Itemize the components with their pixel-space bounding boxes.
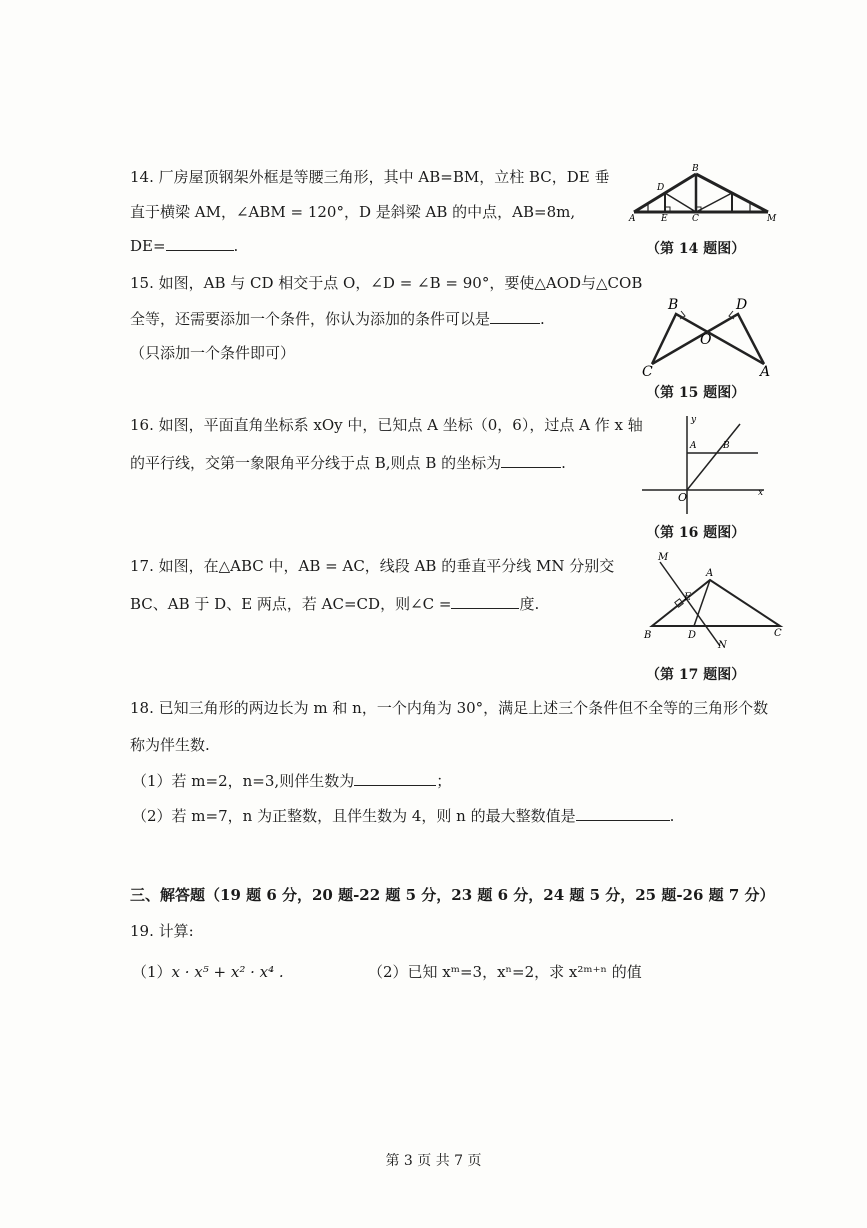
q16-figure — [640, 410, 770, 518]
q17-label-b: B — [644, 630, 652, 641]
q14-line3 — [130, 236, 238, 255]
q18-line1: 18. 已知三角形的两边长为 m 和 n，一个内角为 30°，满足上述三个条件但不全等的三角形个数 — [130, 699, 769, 717]
q16-line2-suffix: . — [561, 454, 566, 472]
q14-label-a: A — [629, 214, 636, 222]
q18-part2-blank[interactable] — [576, 806, 670, 821]
q14-line2: 直于横梁 AM，∠ABM = 120°，D 是斜梁 AB 的中点，AB=8m, — [130, 203, 576, 221]
q15-line1: 15. 如图，AB 与 CD 相交于点 O，∠D = ∠B = 90°，要使△AOD与△COB — [130, 274, 643, 292]
q16-label-b: B — [723, 441, 730, 451]
q17-line2 — [130, 594, 539, 613]
q14-label-b: B — [692, 164, 699, 174]
q14-line3-prefix: DE= — [130, 237, 166, 255]
q14-label-d: D — [657, 183, 665, 193]
q15-label-o: O — [700, 332, 712, 348]
q16-label-a: A — [690, 441, 697, 451]
q16-answer-blank[interactable] — [501, 453, 561, 468]
q15-line3: （只添加一个条件即可） — [130, 344, 296, 362]
q16-caption: （第 16 题图） — [646, 525, 746, 541]
q15-figure — [638, 292, 778, 380]
q17-label-a: A — [706, 568, 714, 579]
q14-label-m: M — [767, 214, 777, 222]
q17-caption: （第 17 题图） — [646, 667, 746, 683]
q14-figure — [628, 160, 778, 222]
q17-line2-text: BC、AB 于 D、E 两点，若 AC=CD，则∠C = — [130, 595, 452, 613]
q18-line2: 称为伴生数. — [130, 736, 210, 754]
q19-part1 — [132, 963, 284, 981]
q16-line2 — [130, 453, 566, 472]
q15-line2 — [130, 309, 545, 328]
q14-label-e: E — [661, 214, 668, 222]
page-footer: 第 3 页 共 7 页 — [385, 1153, 482, 1169]
section-title: 三、解答题（19 题 6 分，20 题-22 题 5 分，23 题 6 分，24 题 5 分，25 题-26 题 7 分） — [130, 886, 775, 904]
q15-label-b: B — [668, 297, 679, 313]
q17-label-e: E — [684, 592, 692, 603]
q17-label-n: N — [718, 640, 727, 651]
q19-part1-expr: x · x⁵ + x² · x⁴ . — [171, 963, 284, 981]
q14-line3-suffix: . — [233, 237, 239, 255]
q19-title: 19. 计算: — [130, 922, 194, 940]
q17-line2-suffix: 度. — [519, 595, 540, 613]
q15-label-a: A — [760, 364, 771, 380]
q15-caption: （第 15 题图） — [646, 385, 746, 401]
q16-label-o: O — [678, 491, 688, 504]
q14-answer-blank[interactable] — [166, 236, 234, 251]
q19-part1-label: （1） — [132, 963, 172, 981]
q17-label-m: M — [658, 552, 669, 563]
q15-line2-suffix: . — [540, 310, 545, 328]
q18-part2-suffix: . — [669, 807, 675, 825]
q14-caption: （第 14 题图） — [646, 241, 746, 257]
q16-line2-text: 的平行线，交第一象限角平分线于点 B,则点 B 的坐标为 — [130, 454, 502, 472]
q18-part1 — [132, 771, 451, 790]
q18-part2-text: （2）若 m=7，n 为正整数，且伴生数为 4，则 n 的最大整数值是 — [132, 807, 576, 825]
q18-part2 — [132, 806, 674, 825]
q16-line1: 16. 如图，平面直角坐标系 xOy 中，已知点 A 坐标（0，6），过点 A 作 x 轴 — [130, 416, 643, 434]
q16-label-y: y — [691, 415, 697, 425]
q17-label-d: D — [688, 630, 697, 641]
q17-answer-blank[interactable] — [451, 594, 519, 609]
q14-label-c: C — [692, 214, 699, 222]
q15-label-d: D — [736, 297, 748, 313]
q14-line1: 14. 厂房屋顶钢架外框是等腰三角形，其中 AB=BM，立柱 BC，DE 垂 — [130, 168, 610, 186]
q18-part1-text: （1）若 m=2，n=3,则伴生数为 — [132, 772, 355, 790]
q18-part1-blank[interactable] — [354, 771, 436, 786]
q17-line1: 17. 如图，在△ABC 中，AB = AC，线段 AB 的垂直平分线 MN 分别交 — [130, 557, 615, 575]
q19-part2: （2）已知 xᵐ=3，xⁿ=2，求 x²ᵐ⁺ⁿ 的值 — [368, 963, 642, 981]
q18-part1-suffix: ； — [436, 772, 452, 790]
q15-line2-text: 全等，还需要添加一个条件，你认为添加的条件可以是 — [130, 310, 491, 328]
q15-label-c: C — [642, 364, 653, 380]
q17-figure — [640, 548, 788, 656]
q15-answer-blank[interactable] — [490, 309, 540, 324]
q16-label-x: x — [758, 488, 764, 498]
q17-label-c: C — [774, 628, 782, 639]
